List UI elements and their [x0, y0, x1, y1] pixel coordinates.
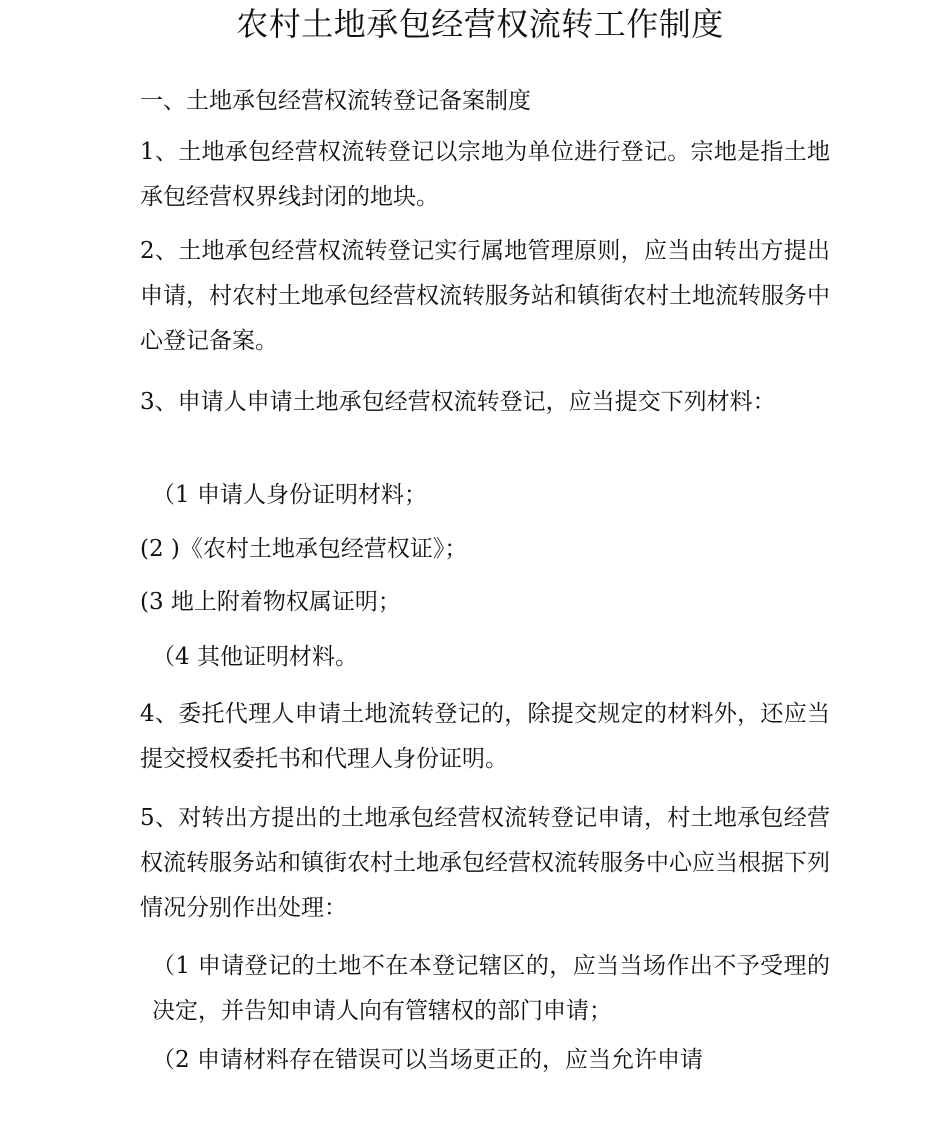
- material-item-2: (2 )《农村土地承包经营权证》；: [140, 536, 468, 562]
- handling-item-1: （1 申请登记的土地不在本登记辖区的，应当当场作出不予受理的决定，并告知申请人向有管辖权的部门申请；: [152, 953, 830, 1024]
- material-item-4: （4 其他证明材料。: [152, 644, 358, 670]
- material-item-3: (3 地上附着物权属证明；: [140, 589, 401, 615]
- paragraph-2: 2、土地承包经营权流转登记实行属地管理原则，应当由转出方提出申请，村农村土地承包经营权流转服务站和镇街农村土地流转服务中心登记备案。: [140, 238, 830, 354]
- document-title: 农村土地承包经营权流转工作制度: [236, 5, 724, 43]
- handling-item-2: （2 申请材料存在错误可以当场更正的，应当允许申请: [152, 1047, 703, 1073]
- paragraph-3: 3、申请人申请土地承包经营权流转登记，应当提交下列材料：: [140, 389, 776, 415]
- paragraph-4: 4、委托代理人申请土地流转登记的，除提交规定的材料外，还应当提交授权委托书和代理人身份证明。: [140, 701, 830, 772]
- section-heading: 一、土地承包经营权流转登记备案制度: [140, 88, 531, 114]
- paragraph-5: 5、对转出方提出的土地承包经营权流转登记申请，村土地承包经营权流转服务站和镇街农村土地承包经营权流转服务中心应当根据下列情况分别作出处理：: [140, 805, 830, 921]
- paragraph-1: 1、土地承包经营权流转登记以宗地为单位进行登记。宗地是指土地承包经营权界线封闭的地块。: [140, 139, 830, 210]
- material-item-1: （1 申请人身份证明材料；: [152, 482, 427, 508]
